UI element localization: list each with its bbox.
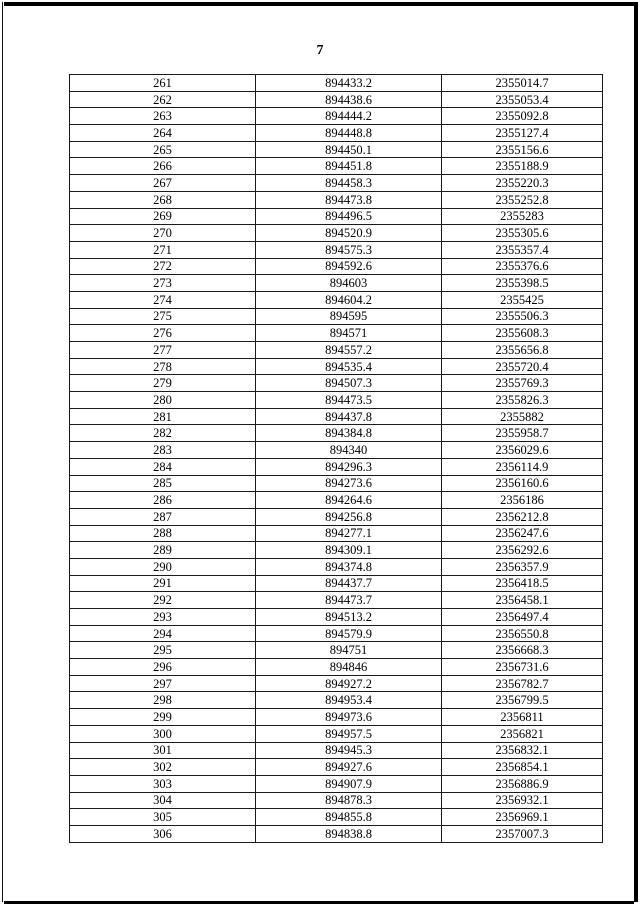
table-row [70,558,603,575]
x-coordinate-cell: 894444.2 [256,108,442,125]
x-coordinate-cell: 894973.6 [256,709,442,726]
table-row [70,141,603,158]
point-number-cell: 303 [70,775,256,792]
table-row [70,692,603,709]
point-number-cell: 273 [70,275,256,292]
x-coordinate-cell: 894513.2 [256,609,442,626]
point-number-cell: 295 [70,642,256,659]
x-coordinate-cell: 894520.9 [256,225,442,242]
x-coordinate-cell: 894496.5 [256,208,442,225]
point-number-cell: 282 [70,425,256,442]
point-number-cell: 268 [70,191,256,208]
x-coordinate-cell: 894535.4 [256,358,442,375]
page-number: 7 [316,43,324,58]
point-number-cell: 270 [70,225,256,242]
y-coordinate-cell: 2355398.5 [442,275,603,292]
x-coordinate-cell: 894927.6 [256,759,442,776]
point-number-cell: 279 [70,375,256,392]
point-number-cell: 264 [70,125,256,142]
point-number-cell: 291 [70,575,256,592]
x-coordinate-cell: 894309.1 [256,542,442,559]
y-coordinate-cell: 2356821 [442,725,603,742]
table-row [70,659,603,676]
table-row [70,425,603,442]
point-number-cell: 305 [70,809,256,826]
x-coordinate-cell: 894878.3 [256,792,442,809]
table-row [70,375,603,392]
y-coordinate-cell: 2355220.3 [442,175,603,192]
x-coordinate-cell: 894927.2 [256,675,442,692]
table-row [70,241,603,258]
y-coordinate-cell: 2357007.3 [442,825,603,842]
x-coordinate-cell: 894751 [256,642,442,659]
x-coordinate-cell: 894855.8 [256,809,442,826]
point-number-cell: 272 [70,258,256,275]
y-coordinate-cell: 2355425 [442,291,603,308]
x-coordinate-cell: 894473.8 [256,191,442,208]
table-row [70,291,603,308]
y-coordinate-cell: 2355882 [442,408,603,425]
y-coordinate-cell: 2356932.1 [442,792,603,809]
x-coordinate-cell: 894437.7 [256,575,442,592]
y-coordinate-cell: 2355769.3 [442,375,603,392]
point-number-cell: 289 [70,542,256,559]
x-coordinate-cell: 894437.8 [256,408,442,425]
x-coordinate-cell: 894458.3 [256,175,442,192]
y-coordinate-cell: 2356292.6 [442,542,603,559]
table-row [70,408,603,425]
point-number-cell: 287 [70,508,256,525]
table-row [70,208,603,225]
x-coordinate-cell: 894575.3 [256,241,442,258]
table-row [70,675,603,692]
point-number-cell: 265 [70,141,256,158]
x-coordinate-cell: 894450.1 [256,141,442,158]
x-coordinate-cell: 894273.6 [256,475,442,492]
point-number-cell: 294 [70,625,256,642]
x-coordinate-cell: 894374.8 [256,558,442,575]
scan-border-right [634,2,638,902]
point-number-cell: 280 [70,392,256,409]
x-coordinate-cell: 894438.6 [256,91,442,108]
table-row [70,542,603,559]
x-coordinate-cell: 894579.9 [256,625,442,642]
y-coordinate-cell: 2355053.4 [442,91,603,108]
y-coordinate-cell: 2356357.9 [442,558,603,575]
x-coordinate-cell: 894277.1 [256,525,442,542]
point-number-cell: 269 [70,208,256,225]
y-coordinate-cell: 2356799.5 [442,692,603,709]
point-number-cell: 304 [70,792,256,809]
x-coordinate-cell: 894603 [256,275,442,292]
y-coordinate-cell: 2356731.6 [442,659,603,676]
table-row [70,759,603,776]
table-row [70,392,603,409]
point-number-cell: 292 [70,592,256,609]
table-row [70,508,603,525]
x-coordinate-cell: 894957.5 [256,725,442,742]
table-row [70,609,603,626]
y-coordinate-cell: 2356832.1 [442,742,603,759]
x-coordinate-cell: 894907.9 [256,775,442,792]
x-coordinate-cell: 894448.8 [256,125,442,142]
point-number-cell: 285 [70,475,256,492]
x-coordinate-cell: 894433.2 [256,75,442,92]
point-number-cell: 275 [70,308,256,325]
point-number-cell: 281 [70,408,256,425]
y-coordinate-cell: 2355376.6 [442,258,603,275]
y-coordinate-cell: 2356782.7 [442,675,603,692]
point-number-cell: 297 [70,675,256,692]
point-number-cell: 298 [70,692,256,709]
point-number-cell: 286 [70,492,256,509]
table-row [70,91,603,108]
x-coordinate-cell: 894473.5 [256,392,442,409]
point-number-cell: 300 [70,725,256,742]
scan-border-bottom [4,901,634,904]
x-coordinate-cell: 894838.8 [256,825,442,842]
point-number-cell: 299 [70,709,256,726]
y-coordinate-cell: 2355826.3 [442,392,603,409]
y-coordinate-cell: 2356212.8 [442,508,603,525]
x-coordinate-cell: 894846 [256,659,442,676]
table-row [70,825,603,842]
point-number-cell: 284 [70,458,256,475]
point-number-cell: 288 [70,525,256,542]
table-row [70,809,603,826]
y-coordinate-cell: 2356550.8 [442,625,603,642]
table-row [70,625,603,642]
x-coordinate-cell: 894473.7 [256,592,442,609]
x-coordinate-cell: 894945.3 [256,742,442,759]
x-coordinate-cell: 894571 [256,325,442,342]
y-coordinate-cell: 2355656.8 [442,342,603,359]
x-coordinate-cell: 894296.3 [256,458,442,475]
y-coordinate-cell: 2355720.4 [442,358,603,375]
y-coordinate-cell: 2355156.6 [442,141,603,158]
point-number-cell: 277 [70,342,256,359]
y-coordinate-cell: 2356186 [442,492,603,509]
y-coordinate-cell: 2356247.6 [442,525,603,542]
x-coordinate-cell: 894384.8 [256,425,442,442]
point-number-cell: 290 [70,558,256,575]
y-coordinate-cell: 2355305.6 [442,225,603,242]
table-row [70,125,603,142]
point-number-cell: 261 [70,75,256,92]
y-coordinate-cell: 2356418.5 [442,575,603,592]
x-coordinate-cell: 894953.4 [256,692,442,709]
point-number-cell: 301 [70,742,256,759]
y-coordinate-cell: 2355092.8 [442,108,603,125]
table-row [70,458,603,475]
y-coordinate-cell: 2355127.4 [442,125,603,142]
y-coordinate-cell: 2355283 [442,208,603,225]
point-number-cell: 267 [70,175,256,192]
x-coordinate-cell: 894264.6 [256,492,442,509]
scan-border-top [4,2,634,6]
table-row [70,642,603,659]
table-row [70,275,603,292]
table-row [70,475,603,492]
y-coordinate-cell: 2356114.9 [442,458,603,475]
y-coordinate-cell: 2355608.3 [442,325,603,342]
x-coordinate-cell: 894340 [256,442,442,459]
table-row [70,442,603,459]
y-coordinate-cell: 2355357.4 [442,241,603,258]
table-row [70,492,603,509]
x-coordinate-cell: 894592.6 [256,258,442,275]
point-number-cell: 293 [70,609,256,626]
y-coordinate-cell: 2356458.1 [442,592,603,609]
x-coordinate-cell: 894604.2 [256,291,442,308]
table-row [70,592,603,609]
table-row [70,225,603,242]
point-number-cell: 271 [70,241,256,258]
point-number-cell: 262 [70,91,256,108]
y-coordinate-cell: 2356886.9 [442,775,603,792]
y-coordinate-cell: 2356668.3 [442,642,603,659]
y-coordinate-cell: 2356854.1 [442,759,603,776]
x-coordinate-cell: 894507.3 [256,375,442,392]
scan-border-left [2,2,3,902]
table-row [70,358,603,375]
point-number-cell: 296 [70,659,256,676]
table-row [70,191,603,208]
table-row [70,792,603,809]
table-row [70,575,603,592]
x-coordinate-cell: 894595 [256,308,442,325]
table-row [70,158,603,175]
table-row [70,525,603,542]
y-coordinate-cell: 2355188.9 [442,158,603,175]
point-number-cell: 283 [70,442,256,459]
point-number-cell: 278 [70,358,256,375]
point-number-cell: 302 [70,759,256,776]
table-row [70,258,603,275]
point-number-cell: 276 [70,325,256,342]
y-coordinate-cell: 2355506.3 [442,308,603,325]
table-row [70,325,603,342]
table-row [70,342,603,359]
point-number-cell: 274 [70,291,256,308]
y-coordinate-cell: 2356160.6 [442,475,603,492]
y-coordinate-cell: 2356497.4 [442,609,603,626]
coordinates-table [69,74,603,843]
table-row [70,108,603,125]
x-coordinate-cell: 894451.8 [256,158,442,175]
y-coordinate-cell: 2355014.7 [442,75,603,92]
y-coordinate-cell: 2355252.8 [442,191,603,208]
table-row [70,175,603,192]
table-row [70,308,603,325]
table-row [70,742,603,759]
point-number-cell: 266 [70,158,256,175]
y-coordinate-cell: 2356969.1 [442,809,603,826]
table-row [70,775,603,792]
x-coordinate-cell: 894557.2 [256,342,442,359]
point-number-cell: 306 [70,825,256,842]
table-row [70,725,603,742]
y-coordinate-cell: 2356811 [442,709,603,726]
coordinates-table-body [70,75,603,843]
table-row [70,709,603,726]
table-row [70,75,603,92]
y-coordinate-cell: 2355958.7 [442,425,603,442]
point-number-cell: 263 [70,108,256,125]
y-coordinate-cell: 2356029.6 [442,442,603,459]
x-coordinate-cell: 894256.8 [256,508,442,525]
